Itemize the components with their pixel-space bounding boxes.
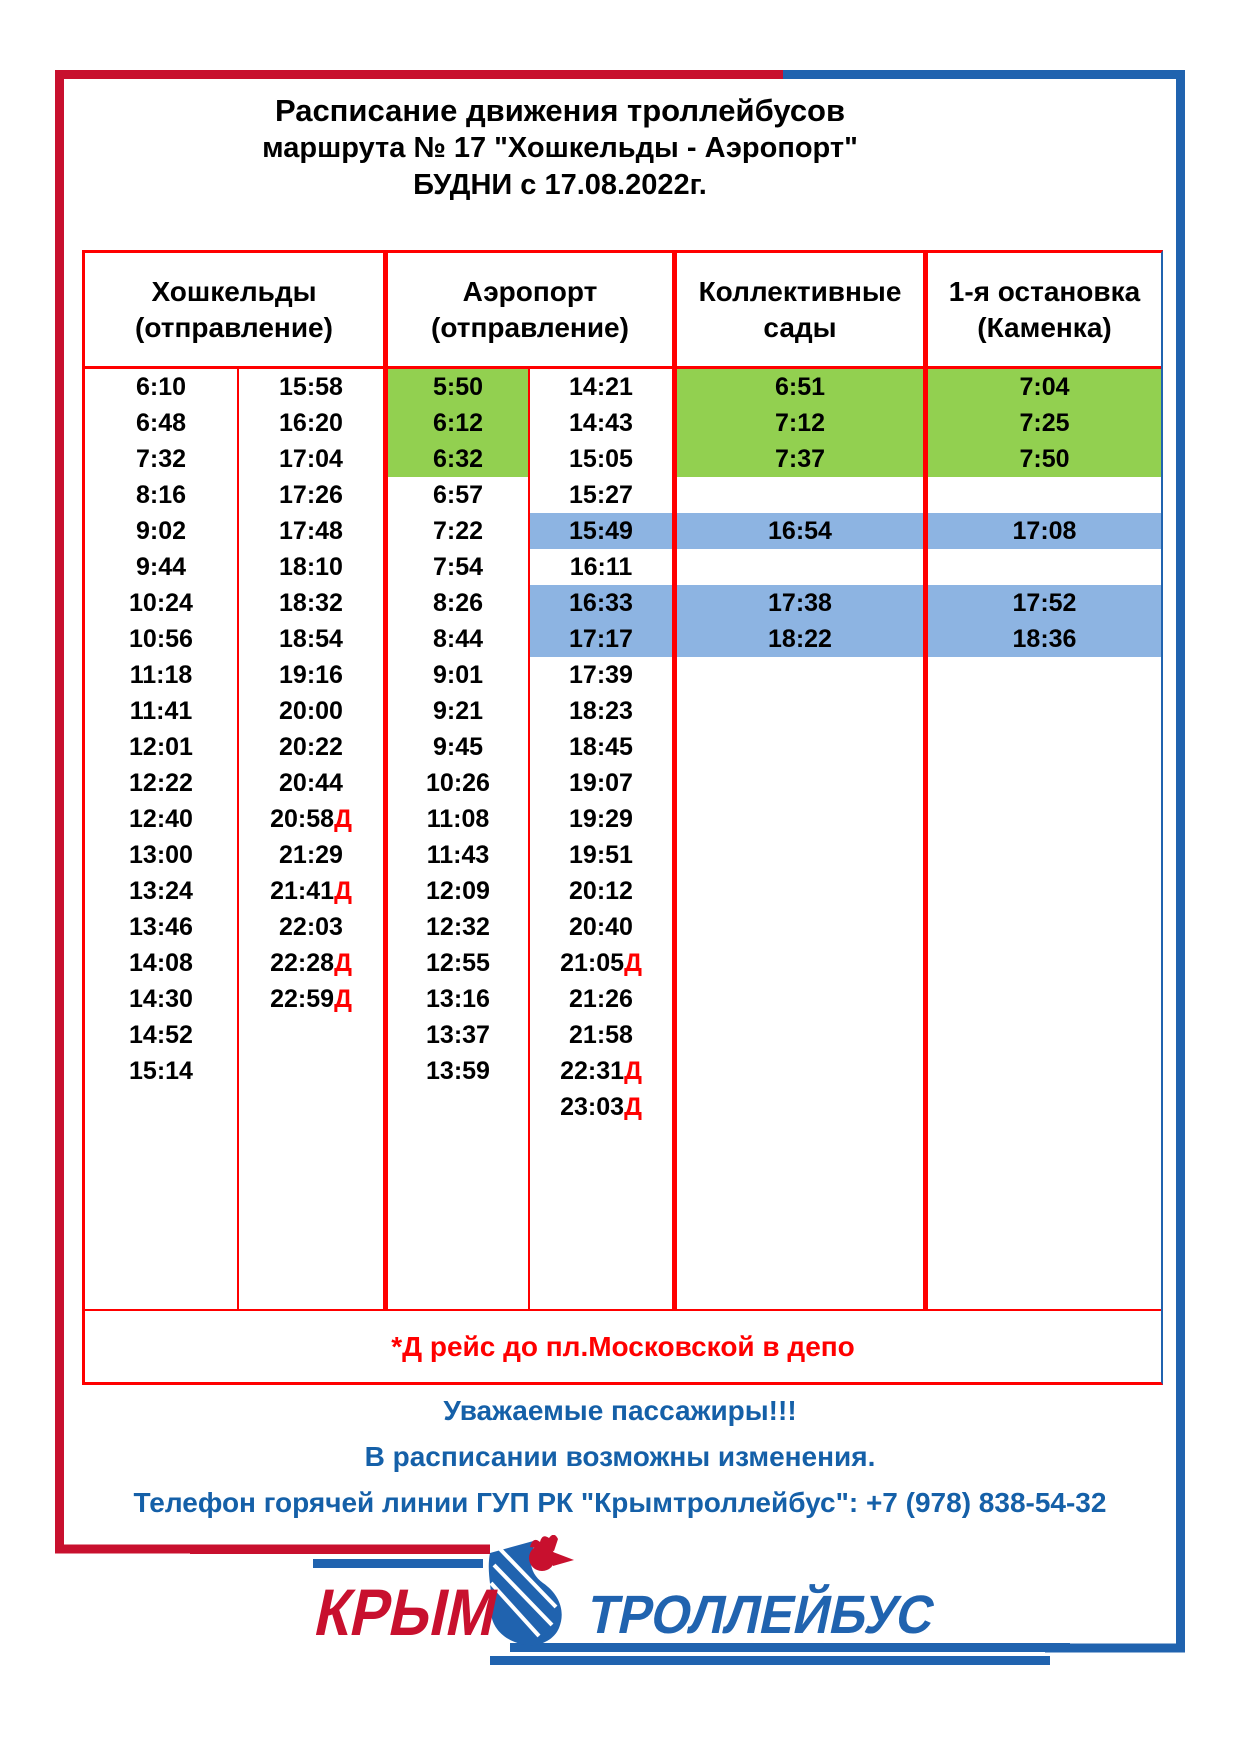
- timetable-body: [85, 369, 1161, 1309]
- time-cell: 15:14: [129, 1056, 193, 1085]
- time-cell: 9:45: [383, 729, 528, 765]
- page-title: [20, 92, 1100, 204]
- time-cell: 13:16: [383, 981, 528, 1017]
- time-cell: [923, 909, 1161, 945]
- depot-footnote: *Д рейс до пл.Московской в депо: [85, 1309, 1161, 1382]
- time-cell: 18:23: [528, 693, 672, 729]
- time-cell: [672, 549, 923, 585]
- empty-cell: [85, 1125, 237, 1309]
- time-cell: 12:01: [129, 732, 193, 761]
- time-cell: 22:31 Д: [528, 1053, 672, 1089]
- timetable-header: [85, 253, 1161, 369]
- depot-mark: Д: [624, 1056, 642, 1085]
- timetable: [82, 250, 1163, 1385]
- time-cell: 8:44: [383, 621, 528, 657]
- time-cell: 14:21: [528, 369, 672, 405]
- time-cell: [672, 729, 923, 765]
- empty-cell: [923, 1125, 1161, 1309]
- time-cell: 19:07: [528, 765, 672, 801]
- time-cell: 20:00: [237, 693, 383, 729]
- time-cell: [85, 1089, 237, 1125]
- logo-word-krym: КРЫМ: [308, 1576, 529, 1650]
- time-cell: 22:28 Д: [237, 945, 383, 981]
- time-cell: 9:01: [383, 657, 528, 693]
- logo-word-trolleybus: ТРОЛЛЕЙБУС: [582, 1584, 965, 1645]
- footer-line-1: Уважаемые пассажиры!!!: [443, 1395, 797, 1426]
- time-cell: 11:08: [383, 801, 528, 837]
- time-cell: 17:38: [672, 585, 923, 621]
- footer-line-3: Телефон горячей линии ГУП РК "Крымтроллейбус": +7 (978) 838-54-32: [133, 1487, 1107, 1518]
- header-khoshkeldy: [85, 253, 383, 366]
- time-cell: [923, 1089, 1161, 1125]
- header-kollektivnye-line1: Коллективные: [698, 275, 902, 307]
- time-cell: 16:54: [672, 513, 923, 549]
- time-cell: 6:10: [135, 372, 187, 401]
- footer-notes: [0, 1388, 1240, 1526]
- time-cell: 13:37: [383, 1017, 528, 1053]
- time-cell: 12:32: [383, 909, 528, 945]
- time-cell: 13:46: [129, 912, 193, 941]
- logo-blue-top-stripe: [313, 1559, 483, 1568]
- time-cell: 5:50: [383, 369, 528, 405]
- time-cell: [672, 477, 923, 513]
- time-cell: 17:39: [528, 657, 672, 693]
- time-cell: [383, 1089, 528, 1125]
- time-cell: 6:12: [383, 405, 528, 441]
- time-cell: 18:10: [237, 549, 383, 585]
- time-cell: [672, 765, 923, 801]
- time-cell: 17:52: [923, 585, 1161, 621]
- time-cell: 7:50: [923, 441, 1161, 477]
- time-cell: 20:22: [237, 729, 383, 765]
- time-cell: 17:08: [923, 513, 1161, 549]
- time-cell: 20:58 Д: [237, 801, 383, 837]
- time-cell: 17:26: [237, 477, 383, 513]
- logo-blue-bottom-stripe-2: [490, 1656, 1050, 1665]
- time-cell: [237, 1053, 383, 1089]
- time-cell: [923, 693, 1161, 729]
- time-cell: 20:40: [528, 909, 672, 945]
- header-kamenka: [923, 253, 1161, 366]
- header-airport: [383, 253, 672, 366]
- time-cell: 13:00: [129, 840, 193, 869]
- time-cell: 15:58: [237, 369, 383, 405]
- time-cell: 14:52: [129, 1020, 193, 1049]
- time-cell: 9:21: [383, 693, 528, 729]
- time-cell: 7:37: [672, 441, 923, 477]
- title-line-2: маршрута № 17 "Хошкельды - Аэропорт": [262, 132, 858, 164]
- footer-line-2: В расписании возможны изменения.: [364, 1441, 876, 1472]
- time-cell: 10:26: [383, 765, 528, 801]
- depot-mark: Д: [334, 804, 352, 833]
- time-cell: [923, 1053, 1161, 1089]
- depot-mark: Д: [624, 1092, 642, 1121]
- time-cell: 8:26: [383, 585, 528, 621]
- time-cell: 21:29: [237, 837, 383, 873]
- header-kamenka-line1: 1-я остановка: [948, 275, 1141, 307]
- empty-cell: [672, 1125, 923, 1309]
- time-cell: 8:16: [135, 480, 187, 509]
- time-cell: [672, 981, 923, 1017]
- time-cell: [672, 1089, 923, 1125]
- time-cell: 19:51: [528, 837, 672, 873]
- krymtrolleybus-logo: [190, 1535, 1090, 1675]
- time-cell: 10:24: [129, 588, 193, 617]
- time-cell: [923, 477, 1161, 513]
- time-cell: [672, 1053, 923, 1089]
- time-cell: 15:49: [528, 513, 672, 549]
- header-kollektivnye-line2: сады: [763, 311, 837, 343]
- logo-red-stripe: [190, 1545, 490, 1554]
- time-cell: [923, 657, 1161, 693]
- time-cell: 15:05: [528, 441, 672, 477]
- header-khoshkeldy-line2: (отправление): [135, 311, 333, 343]
- time-cell: 18:54: [237, 621, 383, 657]
- time-cell: 21:58: [528, 1017, 672, 1053]
- time-cell: 7:12: [672, 405, 923, 441]
- time-cell: [923, 729, 1161, 765]
- time-cell: [237, 1017, 383, 1053]
- time-cell: 23:03 Д: [528, 1089, 672, 1125]
- header-kamenka-line2: (Каменка): [977, 311, 1112, 343]
- time-cell: [672, 1017, 923, 1053]
- depot-mark: Д: [334, 948, 352, 977]
- time-cell: 18:36: [923, 621, 1161, 657]
- time-cell: 20:44: [237, 765, 383, 801]
- time-cell: [923, 837, 1161, 873]
- time-cell: 18:32: [237, 585, 383, 621]
- time-cell: 6:32: [383, 441, 528, 477]
- time-cell: 19:16: [237, 657, 383, 693]
- title-line-3: БУДНИ с 17.08.2022г.: [413, 169, 707, 201]
- time-cell: 18:45: [528, 729, 672, 765]
- time-cell: 11:18: [129, 660, 193, 689]
- time-cell: 7:32: [135, 444, 187, 473]
- time-cell: 22:59 Д: [237, 981, 383, 1017]
- time-cell: 13:24: [129, 876, 193, 905]
- time-cell: 12:09: [383, 873, 528, 909]
- time-cell: [672, 837, 923, 873]
- time-cell: 12:55: [383, 945, 528, 981]
- time-cell: [923, 981, 1161, 1017]
- header-kollektivnye-sady: [672, 253, 923, 366]
- time-cell: 14:43: [528, 405, 672, 441]
- time-cell: 21:05 Д: [528, 945, 672, 981]
- time-cell: 7:54: [383, 549, 528, 585]
- empty-cell: [237, 1125, 383, 1309]
- time-cell: [923, 549, 1161, 585]
- time-cell: [237, 1089, 383, 1125]
- time-cell: 16:33: [528, 585, 672, 621]
- time-cell: 14:30: [129, 984, 193, 1013]
- header-airport-line1: Аэропорт: [462, 275, 598, 307]
- time-cell: 19:29: [528, 801, 672, 837]
- time-cell: 17:48: [237, 513, 383, 549]
- time-cell: 12:22: [129, 768, 193, 797]
- time-cell: 7:04: [923, 369, 1161, 405]
- time-cell: [923, 945, 1161, 981]
- time-cell: 21:41 Д: [237, 873, 383, 909]
- time-cell: [923, 765, 1161, 801]
- time-cell: 20:12: [528, 873, 672, 909]
- time-cell: 9:44: [135, 552, 187, 581]
- time-cell: [923, 1017, 1161, 1053]
- time-cell: 11:43: [383, 837, 528, 873]
- time-cell: 18:22: [672, 621, 923, 657]
- time-cell: 13:59: [383, 1053, 528, 1089]
- header-airport-line2: (отправление): [431, 311, 629, 343]
- header-khoshkeldy-line1: Хошкельды: [151, 275, 317, 307]
- time-cell: 16:11: [528, 549, 672, 585]
- time-cell: [672, 657, 923, 693]
- time-cell: [672, 945, 923, 981]
- depot-mark: Д: [334, 984, 352, 1013]
- time-cell: 9:02: [135, 516, 187, 545]
- time-cell: 22:03: [237, 909, 383, 945]
- time-cell: 11:41: [129, 696, 193, 725]
- time-cell: 12:40: [129, 804, 193, 833]
- time-cell: 6:48: [135, 408, 187, 437]
- title-line-1: Расписание движения троллейбусов: [274, 93, 846, 128]
- time-cell: [672, 909, 923, 945]
- time-cell: 16:20: [237, 405, 383, 441]
- time-cell: [672, 693, 923, 729]
- time-cell: 17:17: [528, 621, 672, 657]
- time-cell: 17:04: [237, 441, 383, 477]
- time-cell: 21:26: [528, 981, 672, 1017]
- empty-cell: [383, 1125, 528, 1309]
- time-cell: [923, 801, 1161, 837]
- time-cell: [672, 873, 923, 909]
- time-cell: 7:25: [923, 405, 1161, 441]
- time-cell: [923, 873, 1161, 909]
- depot-mark: Д: [334, 876, 352, 905]
- time-cell: 14:08: [129, 948, 193, 977]
- time-cell: 15:27: [528, 477, 672, 513]
- time-cell: [672, 801, 923, 837]
- depot-mark: Д: [624, 948, 642, 977]
- time-cell: 7:22: [383, 513, 528, 549]
- time-cell: 6:57: [383, 477, 528, 513]
- time-cell: 10:56: [129, 624, 193, 653]
- empty-cell: [528, 1125, 672, 1309]
- time-cell: 6:51: [672, 369, 923, 405]
